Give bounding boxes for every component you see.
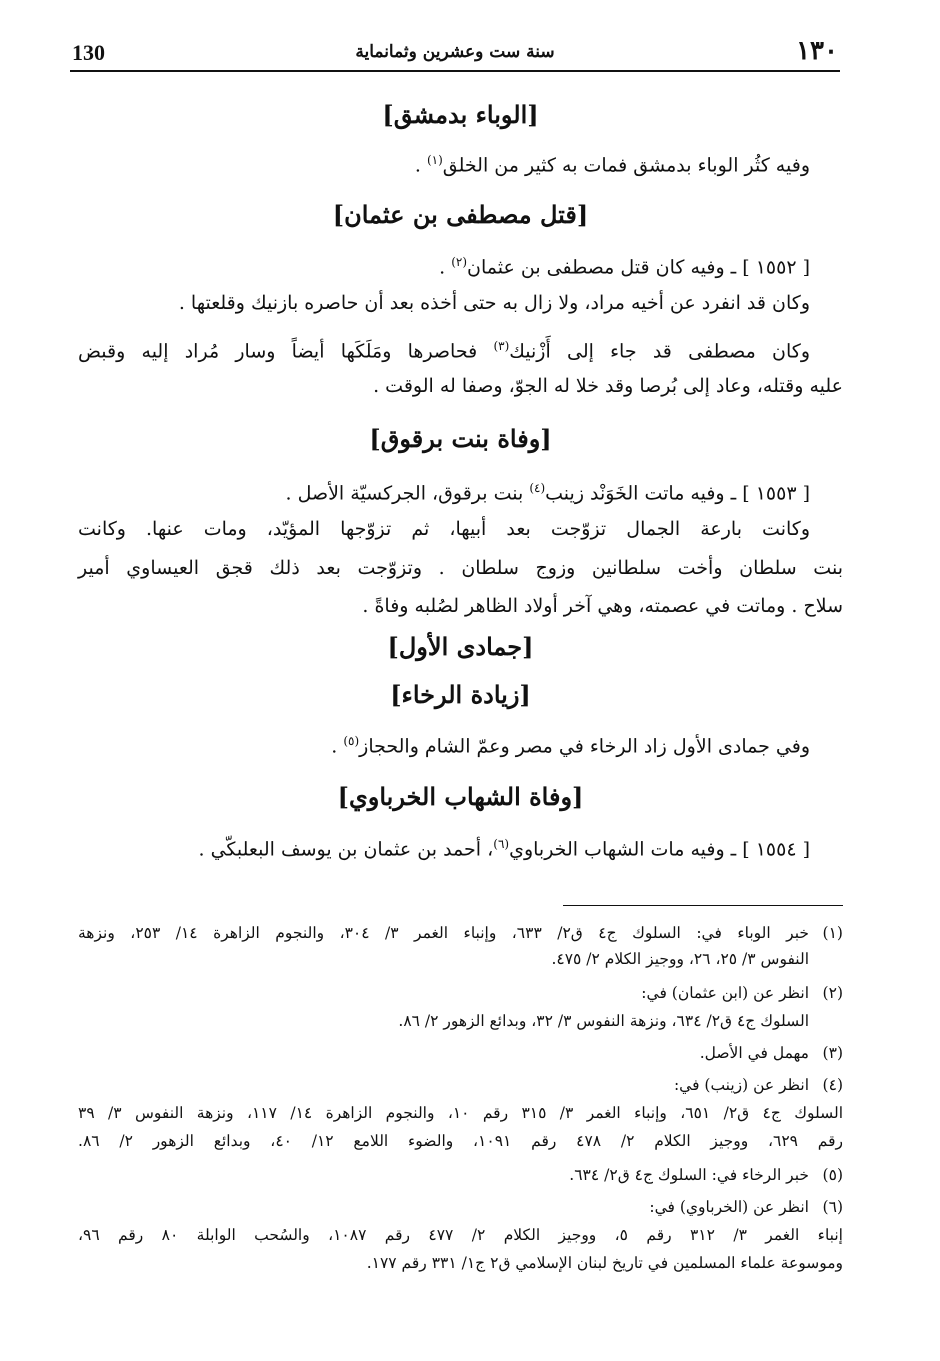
section-heading: [زيادة الرخاء] <box>390 680 531 709</box>
entry-line: [ ١٥٥٢ ] ـ وفيه كان قتل مصطفى بن عثمان$^{(٢)}$ . <box>439 255 810 279</box>
paragraph-line: بنت سلطان وأخت سلطانين وزوج سلطان . وتزوّجت بعد ذلك قجق العيساوي أمير <box>78 557 843 579</box>
footnote-ref: (٤) <box>529 481 546 495</box>
footnote-line: إنباء الغمر ٣/ ٣١٢ رقم ٥، ووجيز الكلام ٢/ ٤٧٧ رقم ١٠٨٧، والسُحب الوابلة ٨٠ رقم ٩٦، <box>78 1226 843 1244</box>
paragraph-line: وفيه كثُر الوباء بدمشق فمات به كثير من الخلق$^{(١)}$ . <box>414 153 810 177</box>
footnote-line: رقم ٦٢٩، ووجيز الكلام ٢/ ٤٧٨ رقم ١٠٩١، والضوء اللامع ١٢/ ٤٠، وبدائع الزهور ٢/ ٨٦. <box>78 1132 843 1150</box>
paragraph-line: سلاح . وماتت في عصمته، وهي آخر أولاد الظاهر لصُلبه وفاةً . <box>362 595 843 617</box>
paragraph-line: وكانت بارعة الجمال تزوّجت بعد أبيها، ثم تزوّجها المؤيّد، ومات عنها. وكانت <box>78 518 810 540</box>
footnote-line: السلوك ج٤ ق٢/ ٦٣٤، ونزهة النفوس ٣/ ٣٢، وبدائع الزهور ٢/ ٨٦. <box>398 1012 809 1030</box>
footnote-line: (١)خبر الوباء في: السلوك ج٤ ق٢/ ٦٣٣، وإنباء الغمر ٣/ ٣٠٤، والنجوم الزاهرة ١٤/ ٢٥٣، ونزهة <box>78 924 843 942</box>
section-heading: [الوباء بدمشق] <box>382 100 539 129</box>
paragraph-line: عليه وقتله، وعاد إلى بُرصا وقد خلا له الجوّ، وصفا له الوقت . <box>373 375 843 397</box>
footnote-ref: (٣) <box>493 339 510 353</box>
paragraph-line: وفي جمادى الأول زاد الرخاء في مصر وعمّ الشام والحجاز$^{(٥)}$ . <box>331 734 810 758</box>
footnote-ref: (٥) <box>343 734 360 748</box>
entry-line: [ ١٥٥٤ ] ـ وفيه مات الشهاب الخرباوي$^{(٦)}$، أحمد بن عثمان بن يوسف البعلبكّي . <box>198 837 810 861</box>
entry-line: [ ١٥٥٣ ] ـ وفيه ماتت الخَوَنْد زينب$^{(٤)}$ بنت برقوق، الجركسيّة الأصل . <box>285 481 810 505</box>
section-heading: [جمادى الأول] <box>387 632 534 661</box>
footnote-line: السلوك ج٤ ق٢/ ٦٥١، وإنباء الغمر ٣/ ٣١٥ رقم ١٠، والنجوم الزاهرة ١٤/ ١١٧، ونزهة النفوس ٣/ ٣٩ <box>78 1104 844 1122</box>
page-number-arabic: ١٣٠ <box>796 36 838 66</box>
footnote-line: النفوس ٣/ ٢٥، ٢٦، ووجيز الكلام ٢/ ٤٧٥. <box>551 950 809 968</box>
footnote-rule <box>563 905 843 906</box>
footnote-line: وموسوعة علماء المسلمين في تاريخ لبنان الإسلامي ق٢ ج١/ ٣٣١ رقم ١٧٧. <box>366 1254 843 1272</box>
footnote-line: (٦)انظر عن (الخرباوي) في: <box>649 1198 843 1216</box>
footnote-line: (٢)انظر عن (ابن عثمان) في: <box>641 984 843 1002</box>
footnote-line: (٤)انظر عن (زينب) في: <box>673 1076 843 1094</box>
footnote-marker: (٣) <box>822 1044 843 1062</box>
page-header <box>70 36 840 70</box>
footnote-ref: (٦) <box>493 837 510 851</box>
footnote-ref: (١) <box>426 153 443 167</box>
page-number-latin: 130 <box>72 40 105 65</box>
footnote-marker: (٢) <box>822 984 843 1002</box>
footnote-marker: (١) <box>822 924 843 942</box>
header-rule <box>70 70 840 72</box>
footnote-marker: (٥) <box>822 1166 843 1184</box>
section-heading: [وفاة الشهاب الخرباوي] <box>337 782 584 811</box>
paragraph-line: وكان قد انفرد عن أخيه مراد، ولا زال به حتى أخذه بعد أن حاصره بازنيك وقلعتها . <box>178 292 810 314</box>
section-heading: [وفاة بنت برقوق] <box>369 424 552 453</box>
footnote-marker: (٦) <box>822 1198 843 1216</box>
footnote-ref: (٢) <box>451 255 468 269</box>
footnote-marker: (٤) <box>822 1076 843 1094</box>
section-heading: [قتل مصطفى بن عثمان] <box>332 200 589 229</box>
footnote-line: (٣)مهمل في الأصل. <box>699 1044 843 1062</box>
paragraph-line: وكان مصطفى قد جاء إلى أَزْنيك$^{(٣)}$ فحاصرها ومَلَكَها أيضاً وسار مُراد إليه وقبض <box>78 339 811 363</box>
running-title: سنة ست وعشرين وثمانماية <box>355 42 555 62</box>
footnote-line: (٥)خبر الرخاء في: السلوك ج٤ ق٢/ ٦٣٤. <box>569 1166 843 1184</box>
